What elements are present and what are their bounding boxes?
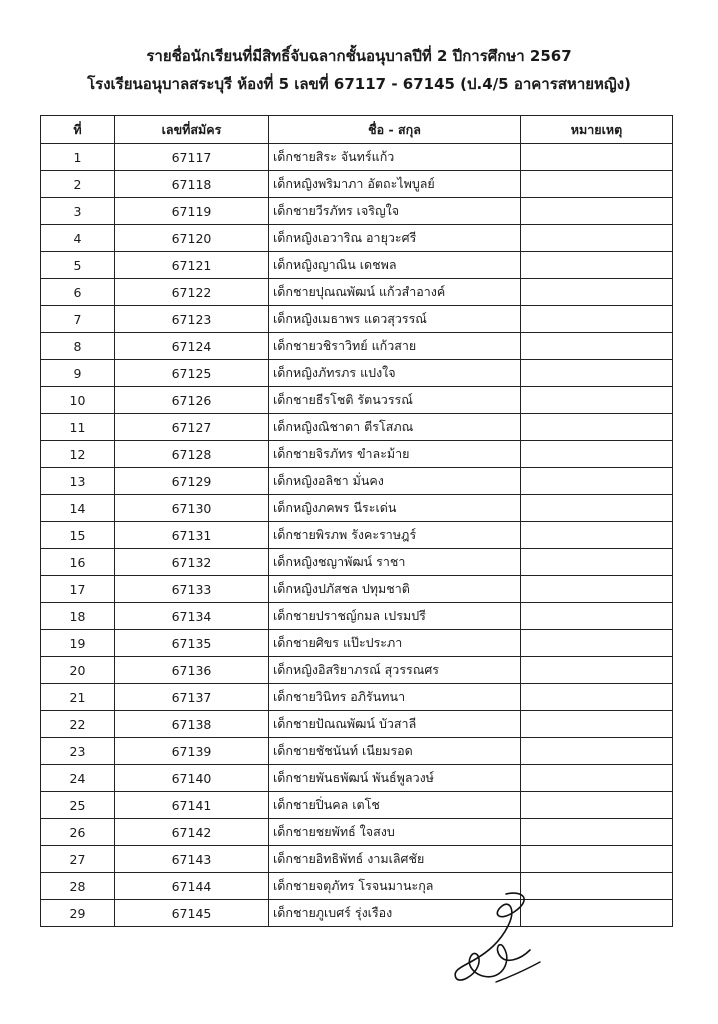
table-row xyxy=(41,495,673,522)
cell-full-name: เด็กชายจตุภัทร โรจนมานะกุล xyxy=(269,873,521,900)
cell-application-id: 67123 xyxy=(115,306,269,333)
cell-remarks xyxy=(521,630,673,657)
cell-full-name: เด็กชายวชิราวิทย์ แก้วสาย xyxy=(269,333,521,360)
table-row xyxy=(41,522,673,549)
cell-remarks xyxy=(521,576,673,603)
header-number: ที่ xyxy=(41,116,115,144)
cell-application-id: 67141 xyxy=(115,792,269,819)
cell-application-id: 67143 xyxy=(115,846,269,873)
cell-application-id: 67139 xyxy=(115,738,269,765)
cell-number: 14 xyxy=(41,495,115,522)
cell-full-name: เด็กชายสิระ จันทร์แก้ว xyxy=(269,144,521,171)
table-row xyxy=(41,333,673,360)
cell-number: 10 xyxy=(41,387,115,414)
cell-remarks xyxy=(521,792,673,819)
table-row xyxy=(41,225,673,252)
table-row xyxy=(41,144,673,171)
cell-full-name: เด็กหญิงอลิชา มั่นคง xyxy=(269,468,521,495)
cell-application-id: 67119 xyxy=(115,198,269,225)
cell-full-name: เด็กชายชัชนันท์ เนียมรอด xyxy=(269,738,521,765)
cell-application-id: 67132 xyxy=(115,549,269,576)
table-row xyxy=(41,468,673,495)
table-row xyxy=(41,360,673,387)
cell-remarks xyxy=(521,414,673,441)
cell-application-id: 67125 xyxy=(115,360,269,387)
cell-full-name: เด็กชายพิรภพ รังคะราษฎร์ xyxy=(269,522,521,549)
cell-number: 9 xyxy=(41,360,115,387)
cell-remarks xyxy=(521,684,673,711)
table-row xyxy=(41,657,673,684)
cell-remarks xyxy=(521,549,673,576)
cell-number: 11 xyxy=(41,414,115,441)
cell-application-id: 67118 xyxy=(115,171,269,198)
cell-full-name: เด็กหญิงพริมาภา อัตถะไพบูลย์ xyxy=(269,171,521,198)
cell-remarks xyxy=(521,468,673,495)
table-row xyxy=(41,900,673,927)
cell-full-name: เด็กชายปิ่นคล เตโช xyxy=(269,792,521,819)
cell-remarks xyxy=(521,279,673,306)
cell-remarks xyxy=(521,603,673,630)
cell-remarks xyxy=(521,144,673,171)
cell-full-name: เด็กชายธีรโชติ รัตนวรรณ์ xyxy=(269,387,521,414)
cell-full-name: เด็กชายปุณณพัฒน์ แก้วสำอางค์ xyxy=(269,279,521,306)
cell-number: 29 xyxy=(41,900,115,927)
cell-number: 2 xyxy=(41,171,115,198)
cell-application-id: 67136 xyxy=(115,657,269,684)
cell-application-id: 67142 xyxy=(115,819,269,846)
header-full-name: ชื่อ - สกุล xyxy=(269,116,521,144)
cell-number: 15 xyxy=(41,522,115,549)
cell-application-id: 67130 xyxy=(115,495,269,522)
table-row xyxy=(41,873,673,900)
table-row xyxy=(41,387,673,414)
cell-number: 3 xyxy=(41,198,115,225)
cell-remarks xyxy=(521,495,673,522)
cell-application-id: 67137 xyxy=(115,684,269,711)
cell-application-id: 67131 xyxy=(115,522,269,549)
cell-number: 22 xyxy=(41,711,115,738)
cell-number: 12 xyxy=(41,441,115,468)
cell-remarks xyxy=(521,252,673,279)
cell-number: 23 xyxy=(41,738,115,765)
table-row xyxy=(41,630,673,657)
cell-number: 18 xyxy=(41,603,115,630)
table-row xyxy=(41,765,673,792)
cell-full-name: เด็กชายปัณณพัฒน์ บัวสาลี xyxy=(269,711,521,738)
cell-number: 6 xyxy=(41,279,115,306)
table-body xyxy=(41,144,673,927)
header-application-id: เลขที่สมัคร xyxy=(115,116,269,144)
cell-application-id: 67144 xyxy=(115,873,269,900)
cell-remarks xyxy=(521,522,673,549)
cell-full-name: เด็กหญิงอิสริยาภรณ์ สุวรรณศร xyxy=(269,657,521,684)
table-row xyxy=(41,549,673,576)
cell-application-id: 67133 xyxy=(115,576,269,603)
cell-application-id: 67138 xyxy=(115,711,269,738)
cell-remarks xyxy=(521,738,673,765)
cell-full-name: เด็กหญิงภคพร นีระเด่น xyxy=(269,495,521,522)
cell-application-id: 67124 xyxy=(115,333,269,360)
cell-full-name: เด็กหญิงชญาพัฒน์ ราชา xyxy=(269,549,521,576)
cell-remarks xyxy=(521,225,673,252)
cell-remarks xyxy=(521,306,673,333)
cell-application-id: 67117 xyxy=(115,144,269,171)
cell-application-id: 67127 xyxy=(115,414,269,441)
cell-number: 28 xyxy=(41,873,115,900)
cell-full-name: เด็กหญิงปภัสชล ปทุมชาติ xyxy=(269,576,521,603)
cell-number: 7 xyxy=(41,306,115,333)
table-row xyxy=(41,738,673,765)
table-row xyxy=(41,414,673,441)
cell-remarks xyxy=(521,360,673,387)
cell-application-id: 67129 xyxy=(115,468,269,495)
cell-number: 17 xyxy=(41,576,115,603)
cell-full-name: เด็กหญิงณิชาดา ตีรโสภณ xyxy=(269,414,521,441)
cell-number: 25 xyxy=(41,792,115,819)
cell-number: 8 xyxy=(41,333,115,360)
table-row xyxy=(41,171,673,198)
cell-number: 26 xyxy=(41,819,115,846)
cell-number: 20 xyxy=(41,657,115,684)
heading-line-2: โรงเรียนอนุบาลสระบุรี ห้องที่ 5 เลขที่ 67117 - 67145 (ป.4/5 อาคารสหายหญิง) xyxy=(87,75,631,93)
cell-remarks xyxy=(521,171,673,198)
table-row xyxy=(41,846,673,873)
cell-application-id: 67128 xyxy=(115,441,269,468)
cell-full-name: เด็กชายชยพัทธ์ ใจสงบ xyxy=(269,819,521,846)
cell-full-name: เด็กชายวีรภัทร เจริญใจ xyxy=(269,198,521,225)
cell-number: 1 xyxy=(41,144,115,171)
cell-remarks xyxy=(521,846,673,873)
cell-remarks xyxy=(521,198,673,225)
cell-application-id: 67140 xyxy=(115,765,269,792)
table-row xyxy=(41,441,673,468)
table-row xyxy=(41,576,673,603)
cell-application-id: 67122 xyxy=(115,279,269,306)
table-row xyxy=(41,279,673,306)
cell-full-name: เด็กชายวินิทร อภิรันทนา xyxy=(269,684,521,711)
cell-full-name: เด็กหญิงญาณิน เดชพล xyxy=(269,252,521,279)
cell-application-id: 67120 xyxy=(115,225,269,252)
cell-full-name: เด็กชายปราชญ์กมล เปรมปรี xyxy=(269,603,521,630)
cell-remarks xyxy=(521,765,673,792)
table-row xyxy=(41,306,673,333)
table-row xyxy=(41,792,673,819)
cell-remarks xyxy=(521,819,673,846)
cell-application-id: 67145 xyxy=(115,900,269,927)
cell-full-name: เด็กชายภูเบศร์ รุ่งเรือง xyxy=(269,900,521,927)
student-table xyxy=(40,115,673,927)
table-row xyxy=(41,711,673,738)
cell-number: 21 xyxy=(41,684,115,711)
cell-application-id: 67134 xyxy=(115,603,269,630)
table-header-row xyxy=(41,116,673,144)
cell-number: 24 xyxy=(41,765,115,792)
table-row xyxy=(41,819,673,846)
cell-number: 16 xyxy=(41,549,115,576)
header-remarks: หมายเหตุ xyxy=(521,116,673,144)
cell-application-id: 67135 xyxy=(115,630,269,657)
cell-remarks xyxy=(521,333,673,360)
cell-remarks xyxy=(521,441,673,468)
cell-remarks xyxy=(521,711,673,738)
cell-number: 13 xyxy=(41,468,115,495)
cell-application-id: 67126 xyxy=(115,387,269,414)
cell-full-name: เด็กชายศิขร แป๊ะประภา xyxy=(269,630,521,657)
table-row xyxy=(41,684,673,711)
cell-remarks xyxy=(521,387,673,414)
table-row xyxy=(41,603,673,630)
cell-full-name: เด็กหญิงเอวาริณ อายุวะศรี xyxy=(269,225,521,252)
cell-remarks xyxy=(521,657,673,684)
cell-number: 19 xyxy=(41,630,115,657)
cell-number: 27 xyxy=(41,846,115,873)
cell-full-name: เด็กชายพันธพัฒน์ พันธ์พูลวงษ์ xyxy=(269,765,521,792)
heading-line-1: รายชื่อนักเรียนที่มีสิทธิ์จับฉลากชั้นอนุบาลปีที่ 2 ปีการศึกษา 2567 xyxy=(146,47,572,65)
signature-icon xyxy=(444,886,554,986)
cell-application-id: 67121 xyxy=(115,252,269,279)
table-row xyxy=(41,198,673,225)
cell-number: 4 xyxy=(41,225,115,252)
cell-full-name: เด็กชายอิทธิพัทธ์ งามเลิศชัย xyxy=(269,846,521,873)
document-heading xyxy=(0,42,718,98)
cell-full-name: เด็กชายจิรภัทร ขำละม้าย xyxy=(269,441,521,468)
cell-full-name: เด็กหญิงภัทรภร แปงใจ xyxy=(269,360,521,387)
cell-full-name: เด็กหญิงเมธาพร แดวสุวรรณ์ xyxy=(269,306,521,333)
cell-number: 5 xyxy=(41,252,115,279)
table-row xyxy=(41,252,673,279)
